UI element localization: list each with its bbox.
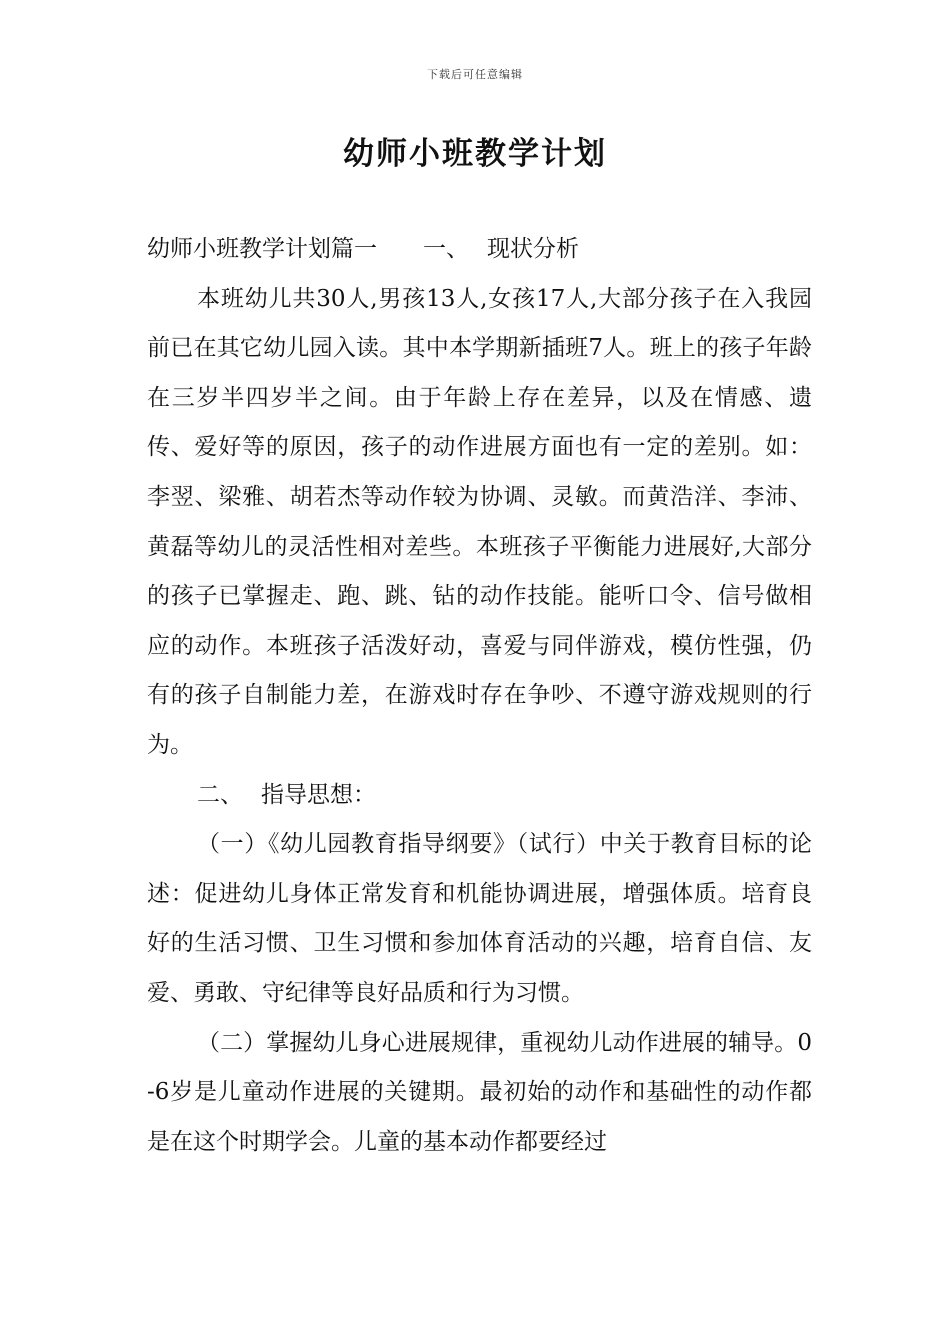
section-number: 一、 (423, 236, 469, 262)
header-note: 下载后可任意编辑 (427, 68, 523, 81)
section-heading-2: 指导思想： (261, 781, 376, 808)
chapter-label: 幼师小班教学计划篇一 (147, 236, 377, 262)
document-body (147, 225, 812, 1167)
paragraph-status: 本班幼儿共30人,男孩13人,女孩17人,大部分孩子在入我园前已在其它幼儿园入读。其中本学期新插班7人。班上的孩子年龄在三岁半四岁半之间。由于年龄上存在差异，以及在情感、遗传、爱好等的原因，孩子的动作进展方面也有一定的差别。如：李翌、梁雅、胡若杰等动作较为协调、灵敏。而黄浩洋、李沛、黄磊等幼儿的灵活性相对差些。本班孩子平衡能力进展好,大部分的孩子已掌握走、跑、跳、钻的动作技能。能听口令、信号做相应的动作。本班孩子活泼好动，喜爱与同伴游戏，模仿性强，仍有的孩子自制能力差，在游戏时存在争吵、不遵守游戏规则的行为。 (147, 285, 812, 758)
paragraph-guideline-2: （二）掌握幼儿身心进展规律，重视幼儿动作进展的辅导。0-6岁是儿童动作进展的关键期。最初始的动作和基础性的动作都是在这个时期学会。儿童的基本动作都要经过 (147, 1029, 812, 1155)
section-heading-line-2 (147, 771, 812, 821)
paragraph-guideline-1: （一）《幼儿园教育指导纲要》（试行）中关于教育目标的论述：促进幼儿身体正常发育和机能协调进展，增强体质。培育良好的生活习惯、卫生习惯和参加体育活动的兴趣，培育自信、友爱、勇敢、守纪律等良好品质和行为习惯。 (147, 831, 812, 1006)
section-heading: 现状分析 (487, 236, 579, 262)
document-title: 幼师小班教学计划 (343, 136, 607, 172)
section-number-2: 二、 (197, 781, 243, 808)
section-heading-line (147, 225, 812, 275)
